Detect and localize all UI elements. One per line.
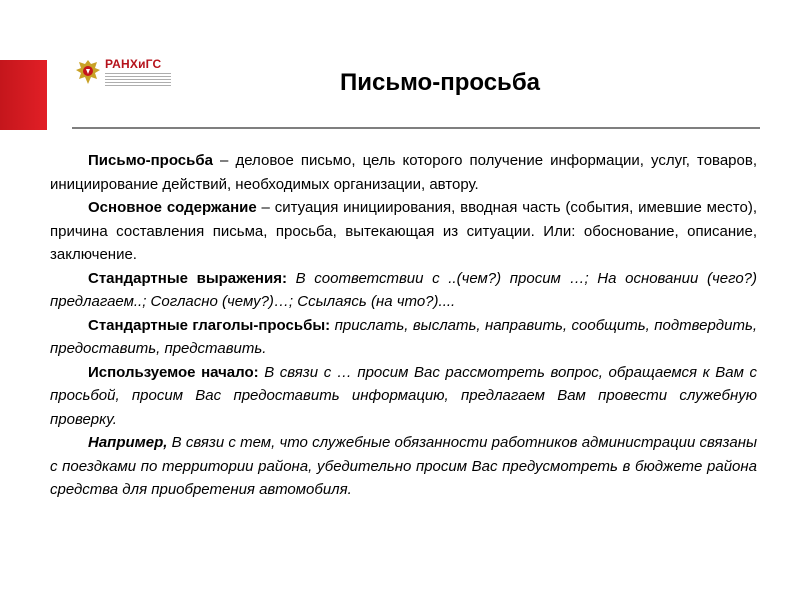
paragraph-lead: Основное содержание (88, 199, 257, 216)
paragraph-text: В связи с тем, что служебные обязанности работников администрации связаны с поездками по территории района, убедительно просим Вас предусмотреть в бюджете района средства для приобретения автомобиля. (50, 434, 757, 498)
page-title: Письмо-просьба (340, 69, 540, 96)
logo-fine-print (105, 73, 171, 86)
paragraph-opening (50, 361, 757, 432)
paragraph-lead: Используемое начало: (88, 363, 259, 381)
paragraph-example (50, 431, 757, 502)
body-text (50, 149, 757, 502)
paragraph-text: – деловое письмо, цель которого получение информации, услуг, товаров, инициирование действий, необходимых организации, автору. (50, 152, 757, 193)
paragraph-lead: Например, (88, 434, 168, 451)
paragraph-text: В связи с … просим Вас рассмотреть вопрос, обращаемся к Вам с просьбой, просим Вас предоставить информацию, предлагаем Вам провести служебную проверку. (50, 363, 757, 428)
logo-name: РАНХиГС (105, 57, 162, 71)
paragraph-text: прислать, выслать, направить, сообщить, подтвердить, предоставить, представить. (50, 316, 757, 357)
paragraph-definition (50, 149, 757, 196)
paragraph-standard-expressions (50, 267, 757, 314)
title-divider (72, 127, 760, 129)
paragraph-lead: Стандартные глаголы-просьбы: (88, 316, 331, 334)
paragraph-lead: Стандартные выражения: (88, 269, 287, 287)
paragraph-text: В соответствии с ..(чем?) просим …; На основании (чего?) предлагаем..; Согласно (чему?)…; Ссылаясь (на что?).... (50, 269, 757, 310)
eagle-emblem-icon (75, 58, 101, 86)
logo-text (105, 58, 171, 86)
paragraph-content (50, 196, 757, 267)
paragraph-text: – ситуация инициирования, вводная часть (события, имевшие место), причина составления письма, просьба, вытекающая из ситуации. Или: обоснование, описание, заключение. (50, 199, 758, 263)
ranepa-logo (75, 58, 175, 90)
red-accent-bar (0, 60, 47, 130)
paragraph-standard-verbs (50, 314, 757, 361)
paragraph-lead: Письмо-просьба (88, 152, 213, 169)
